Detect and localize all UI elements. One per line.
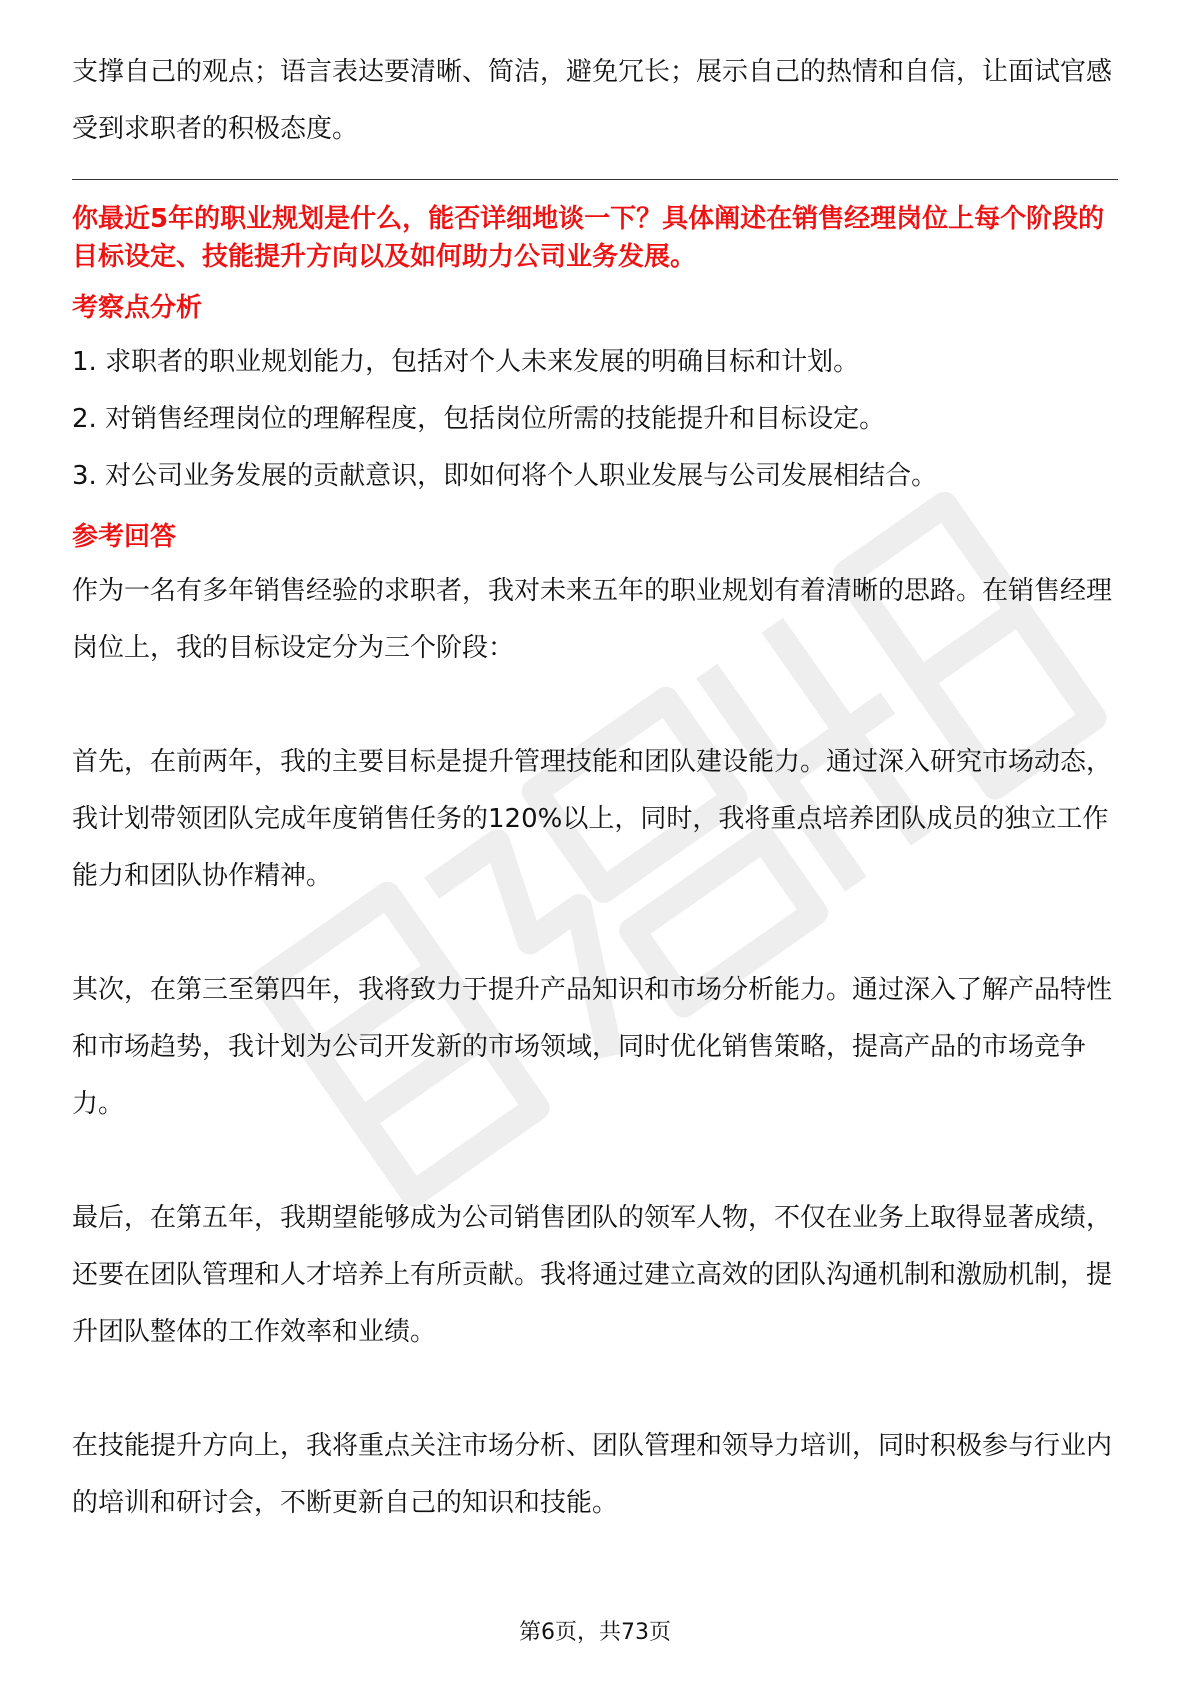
answer-paragraph: 首先，在前两年，我的主要目标是提升管理技能和团队建设能力。通过深入研究市场动态，我计划带领团队完成年度销售任务的120%以上，同时，我将重点培养团队成员的独立工作能力和团队协作精神。	[72, 747, 1113, 891]
intro-paragraph: 支撑自己的观点；语言表达要清晰、简洁，避免冗长；展示自己的热情和自信，让面试官感受到求职者的积极态度。	[72, 57, 1113, 144]
answer-paragraph: 最后，在第五年，我期望能够成为公司销售团队的领军人物，不仅在业务上取得显著成绩，还要在团队管理和人才培养上有所贡献。我将通过建立高效的团队沟通机制和激励机制，提升团队整体的工作效率和业绩。	[72, 1203, 1113, 1347]
section-divider	[72, 179, 1118, 180]
interview-question: 你最近5年的职业规划是什么，能否详细地谈一下？具体阐述在销售经理岗位上每个阶段的目标设定、技能提升方向以及如何助力公司业务发展。	[72, 204, 1105, 272]
paragraph-spacer	[72, 677, 1118, 734]
analysis-heading: 考察点分析	[72, 293, 203, 323]
answer-paragraph: 作为一名有多年销售经验的求职者，我对未来五年的职业规划有着清晰的思路。在销售经理岗位上，我的目标设定分为三个阶段：	[72, 576, 1113, 663]
paragraph-spacer	[72, 1361, 1118, 1418]
analysis-item: 3. 对公司业务发展的贡献意识，即如何将个人职业发展与公司发展相结合。	[72, 461, 938, 491]
answer-paragraph: 在技能提升方向上，我将重点关注市场分析、团队管理和领导力培训，同时积极参与行业内的培训和研讨会，不断更新自己的知识和技能。	[72, 1431, 1113, 1518]
paragraph-spacer	[72, 905, 1118, 962]
content-area	[72, 44, 1118, 1532]
answer-heading: 参考回答	[72, 522, 177, 552]
analysis-item: 1. 求职者的职业规划能力，包括对个人未来发展的明确目标和计划。	[72, 347, 860, 377]
paragraph-spacer	[72, 1133, 1118, 1190]
analysis-item: 2. 对销售经理岗位的理解程度，包括岗位所需的技能提升和目标设定。	[72, 404, 886, 434]
answer-paragraph: 其次，在第三至第四年，我将致力于提升产品知识和市场分析能力。通过深入了解产品特性和市场趋势，我计划为公司开发新的市场领域，同时优化销售策略，提高产品的市场竞争力。	[72, 975, 1113, 1119]
page-number: 第6页，共73页	[519, 1620, 671, 1645]
